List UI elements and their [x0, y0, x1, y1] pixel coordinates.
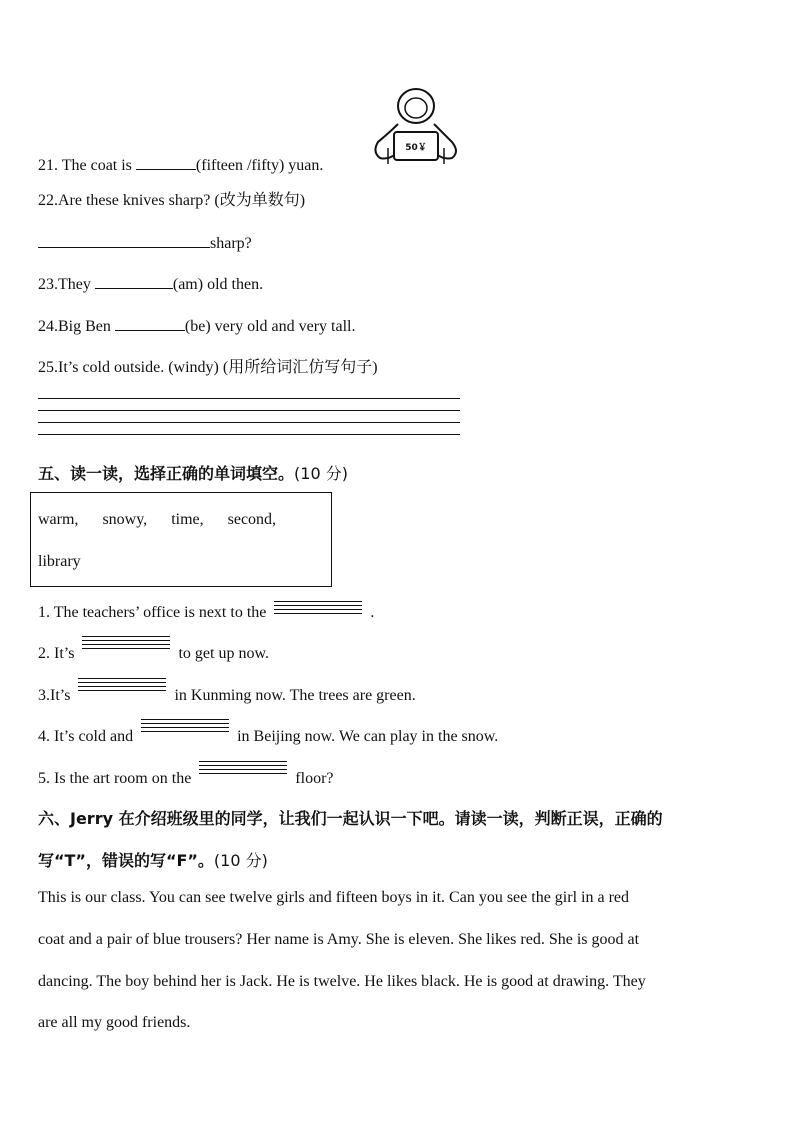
section-score: (10 分)	[294, 464, 348, 483]
answer-blank[interactable]	[95, 274, 173, 289]
question-text: .They	[54, 276, 95, 293]
answer-blank[interactable]	[38, 233, 210, 248]
sentence-text: 2. It’s	[38, 645, 75, 662]
sentence-text: 5. Is the art room on the	[38, 770, 192, 787]
price-tag: 50￥	[405, 143, 427, 153]
question-text: .Big Ben	[54, 318, 115, 335]
section-score: (10 分)	[213, 851, 268, 870]
section-title: 六、Jerry 在介绍班级里的同学，让我们一起认识一下吧。请读一读，判断正误，正确的	[38, 809, 663, 828]
question-number: 22	[38, 192, 54, 209]
answer-blank[interactable]	[115, 316, 185, 331]
question-24	[38, 316, 356, 337]
answer-blank[interactable]	[82, 642, 170, 660]
sentence-text: 4. It’s cold and	[38, 728, 134, 745]
question-number: 25	[38, 359, 54, 376]
section-title: 五、读一读，选择正确的单词填空。	[38, 464, 295, 483]
reading-passage-line: dancing. The boy behind her is Jack. He is twelve. He likes black. He is good at drawing. They	[38, 973, 646, 990]
word-bank-item: warm,	[38, 511, 79, 528]
word-bank-row	[38, 511, 296, 529]
question-25	[38, 358, 378, 378]
question-text: (be) very old and very tall.	[184, 318, 356, 335]
reading-passage-line: coat and a pair of blue trousers? Her name is Amy. She is eleven. She likes red. She is good at	[38, 931, 640, 948]
section-title: 写“T”，错误的写“F”。	[38, 851, 214, 870]
answer-blank[interactable]	[199, 767, 287, 785]
fill-sentence-1	[38, 601, 374, 623]
question-number: 21	[38, 157, 54, 174]
writing-line[interactable]	[38, 422, 460, 423]
fill-sentence-3	[38, 684, 416, 706]
word-bank-item: second,	[227, 511, 277, 528]
writing-line[interactable]	[38, 398, 460, 399]
question-number: 23	[38, 276, 54, 293]
answer-blank[interactable]	[136, 155, 196, 170]
answer-suffix: sharp?	[210, 235, 252, 252]
sentence-text: .	[370, 604, 375, 621]
question-text: (am) old then.	[172, 276, 264, 293]
question-text: .Are these knives sharp? (改为单数句)	[54, 192, 306, 209]
question-text: . The coat is	[54, 157, 136, 174]
fill-sentence-5	[38, 767, 334, 789]
sentence-text: to get up now.	[178, 645, 269, 662]
sentence-text: 3.It’s	[38, 687, 71, 704]
question-22-answer	[38, 233, 252, 254]
word-bank	[30, 492, 332, 587]
writing-line[interactable]	[38, 410, 460, 411]
question-text: (fifteen /fifty) yuan.	[195, 157, 324, 174]
writing-lines[interactable]	[38, 398, 460, 446]
fill-sentence-2	[38, 642, 269, 664]
question-21	[38, 155, 323, 176]
word-bank-item: time,	[171, 511, 204, 528]
answer-blank[interactable]	[141, 725, 229, 743]
sentence-text: in Kunming now. The trees are green.	[174, 687, 416, 704]
section-6-heading-line2	[38, 848, 268, 871]
sentence-text: floor?	[295, 770, 334, 787]
question-text: .It’s cold outside. (windy) (用所给词汇仿写句子)	[54, 359, 378, 376]
answer-blank[interactable]	[78, 684, 166, 702]
section-5-heading	[38, 461, 348, 484]
sentence-text: in Beijing now. We can play in the snow.	[237, 728, 499, 745]
word-bank-item: library	[38, 553, 81, 570]
reading-passage-line: This is our class. You can see twelve girls and fifteen boys in it. Can you see the girl in a red	[38, 889, 629, 906]
coat-price-illustration	[368, 86, 462, 171]
answer-blank[interactable]	[274, 601, 362, 619]
question-number: 24	[38, 318, 54, 335]
question-23	[38, 274, 263, 295]
word-bank-item: snowy,	[102, 511, 148, 528]
reading-passage-line: are all my good friends.	[38, 1014, 191, 1031]
writing-line[interactable]	[38, 434, 460, 435]
sentence-text: 1. The teachers’ office is next to the	[38, 604, 267, 621]
question-22	[38, 191, 305, 211]
fill-sentence-4	[38, 725, 498, 747]
section-6-heading	[38, 806, 663, 829]
